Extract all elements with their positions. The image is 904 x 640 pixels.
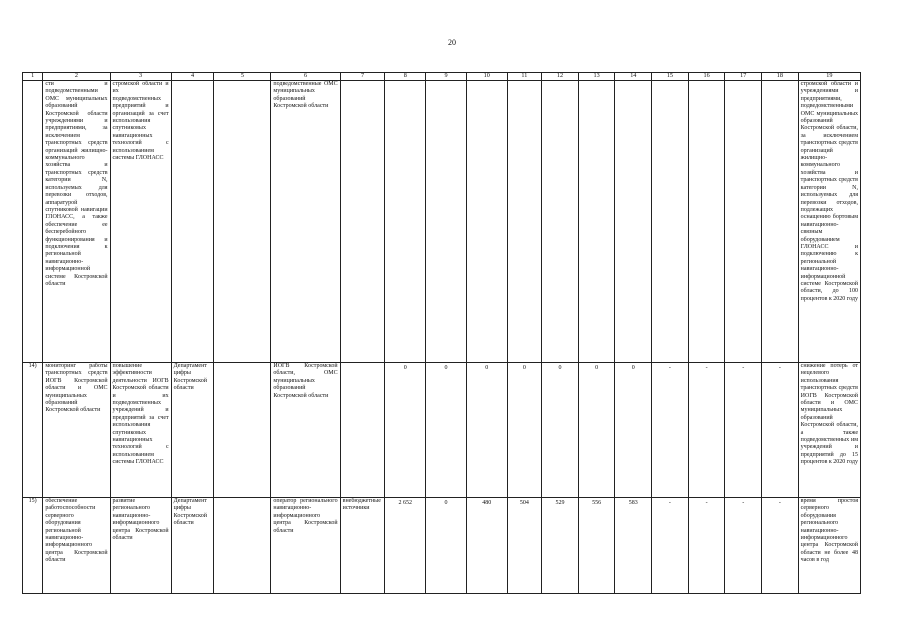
year-value-cell — [466, 498, 507, 594]
total-value-cell-text: 2 652 — [398, 500, 413, 506]
column-header-19: 19 — [798, 73, 860, 81]
row-number-cell — [23, 81, 43, 363]
executor-cell-text: подведомственные ОМС муниципальных образований Костромской области — [273, 81, 338, 110]
goal-cell-text: развитие регионального навигационно-информационного центра Костромской области — [112, 498, 169, 542]
year-value-cell — [652, 363, 689, 498]
goal-cell — [110, 363, 171, 498]
column-header-4: 4 — [171, 73, 214, 81]
column-header-3: 3 — [110, 73, 171, 81]
year-value-cell — [652, 81, 689, 363]
responsible-cell — [171, 363, 214, 498]
year-value-cell — [688, 363, 725, 498]
column-header-15: 15 — [652, 73, 689, 81]
expected-result-cell — [798, 81, 860, 363]
column-header-18: 18 — [762, 73, 799, 81]
year-value-cell — [542, 363, 579, 498]
column-header-9: 9 — [426, 73, 467, 81]
row-number-cell — [23, 363, 43, 498]
year-value-cell — [466, 81, 507, 363]
goal-cell-text: повышение эффективности деятельности ИОГВ Костромской области и их подведомственных учреждений и предприятий за счет использования спутниковых навигационных технологий с использованием системы ГЛОНАСС — [112, 363, 169, 466]
executor-cell — [271, 363, 340, 498]
funding-source-cell — [340, 498, 385, 594]
goal-cell-text: стромской области и их подведомственных предприятий и организаций за счет использования спутниковых навигационных технологий с использованием системы ГЛОНАСС — [112, 81, 169, 162]
table-row — [23, 498, 861, 594]
goal-cell — [110, 81, 171, 363]
column-header-6: 6 — [271, 73, 340, 81]
year-value-cell-text: 0 — [444, 500, 448, 506]
activity-name-cell — [43, 498, 110, 594]
column-header-1: 1 — [23, 73, 43, 81]
year-value-cell-text: 0 — [485, 365, 489, 371]
funding-source-cell — [340, 363, 385, 498]
goal-cell — [110, 498, 171, 594]
expected-result-cell-text: снижение потерь от нецелевого использования транспортных средств ИОГВ Костромской области и ОМС муниципальных образований Костромской области, а также подведомственных им учреждений и предприятий до 15 процентов к 2020 году — [800, 363, 858, 466]
year-value-cell — [652, 498, 689, 594]
year-value-cell-text: - — [778, 500, 781, 506]
year-value-cell — [725, 498, 762, 594]
executor-cell — [271, 81, 340, 363]
column-header-2: 2 — [43, 73, 110, 81]
funding-source-cell — [340, 81, 385, 363]
executor-cell-text: оператор регионального навигационно-информационного центра Костромской области — [273, 498, 338, 534]
row-number-cell-text: 15) — [28, 498, 37, 504]
row-number-cell-text: 14) — [28, 363, 37, 369]
total-value-cell — [385, 363, 426, 498]
column-header-12: 12 — [542, 73, 579, 81]
responsible-cell — [171, 81, 214, 363]
year-value-cell — [542, 498, 579, 594]
column-header-17: 17 — [725, 73, 762, 81]
total-value-cell-text: 0 — [403, 365, 407, 371]
table-row — [23, 81, 861, 363]
year-value-cell — [542, 81, 579, 363]
empty-cell — [214, 81, 271, 363]
year-value-cell — [615, 363, 652, 498]
year-value-cell-text: 0 — [558, 365, 562, 371]
year-value-cell-text: - — [668, 500, 671, 506]
activity-name-cell — [43, 363, 110, 498]
year-value-cell — [725, 81, 762, 363]
year-value-cell-text: - — [705, 500, 708, 506]
program-table — [22, 72, 861, 594]
year-value-cell — [578, 81, 615, 363]
year-value-cell — [578, 498, 615, 594]
year-value-cell — [507, 81, 542, 363]
year-value-cell-text: 0 — [444, 365, 448, 371]
year-value-cell — [426, 81, 467, 363]
table-row — [23, 363, 861, 498]
activity-name-cell — [43, 81, 110, 363]
activity-name-cell-text: сти и подведомственными ОМС муниципальных образований Костромской области учреждениями и предприятиями, за исключением транспортных средств организаций жилищно-коммунального хозяйства и транспортных средств категории N, используемых для перевозки отходов, аппаратурой спутниковой навигации ГЛОНАСС, а также обеспечение ее бесперебойного функционирования и подключения к региональной навигационно-информационной системе Костромской области — [45, 81, 108, 287]
header-row — [23, 73, 861, 81]
column-header-11: 11 — [507, 73, 542, 81]
year-value-cell — [578, 363, 615, 498]
column-header-5: 5 — [214, 73, 271, 81]
year-value-cell-text: 504 — [519, 500, 529, 506]
year-value-cell-text: 0 — [595, 365, 599, 371]
executor-cell — [271, 498, 340, 594]
year-value-cell — [507, 498, 542, 594]
year-value-cell — [426, 498, 467, 594]
expected-result-cell — [798, 498, 860, 594]
activity-name-cell-text: мониторинг работы транспортных средств ИОГВ Костромской области и ОМС муниципальных образований Костромской области — [45, 363, 108, 414]
year-value-cell-text: 556 — [592, 500, 602, 506]
funding-source-cell-text: внебюджетные источники — [342, 498, 381, 512]
year-value-cell-text: - — [705, 365, 708, 371]
expected-result-cell-text: время простоя серверного оборудования регионального навигационно-информационного центра Костромской области не более 48 часов в год — [800, 498, 858, 564]
year-value-cell — [688, 498, 725, 594]
year-value-cell-text: 480 — [482, 500, 492, 506]
year-value-cell — [615, 498, 652, 594]
year-value-cell — [426, 363, 467, 498]
expected-result-cell-text: стромской области и учреждениями и предприятиями, подведомственными ОМС муниципальных образований Костромской области, за исключением транспортных средств организаций жилищно-коммунального хозяйства и транспортных средств категории N, используемых для перевозки отходов, подлежащих оснащению бортовым навигационно-связным оборудованием ГЛОНАСС и подключению к региональной навигационно-информационной системе Костромской области, до 100 процентов к 2020 году — [800, 81, 858, 302]
year-value-cell — [615, 81, 652, 363]
year-value-cell — [688, 81, 725, 363]
column-header-10: 10 — [466, 73, 507, 81]
expected-result-cell — [798, 363, 860, 498]
year-value-cell — [725, 363, 762, 498]
year-value-cell — [762, 81, 799, 363]
year-value-cell-text: 0 — [631, 365, 635, 371]
total-value-cell — [385, 498, 426, 594]
year-value-cell — [762, 498, 799, 594]
column-header-14: 14 — [615, 73, 652, 81]
year-value-cell — [466, 363, 507, 498]
responsible-cell-text: Департамент цифры Костромской области — [173, 498, 208, 527]
page-number: 20 — [448, 38, 456, 47]
activity-name-cell-text: обеспечение работоспособности серверного оборудования региональной навигационно-информационного центра Костромской области — [45, 498, 108, 564]
responsible-cell-text: Департамент цифры Костромской области — [173, 363, 208, 392]
total-value-cell — [385, 81, 426, 363]
year-value-cell-text: 529 — [555, 500, 565, 506]
column-header-7: 7 — [340, 73, 385, 81]
year-value-cell-text: 0 — [522, 365, 526, 371]
column-header-16: 16 — [688, 73, 725, 81]
year-value-cell-text: - — [668, 365, 671, 371]
year-value-cell — [507, 363, 542, 498]
year-value-cell-text: - — [778, 365, 781, 371]
year-value-cell-text: 583 — [628, 500, 638, 506]
row-number-cell — [23, 498, 43, 594]
executor-cell-text: ИОГВ Костромской области, ОМС муниципальных образований Костромской области — [273, 363, 338, 399]
year-value-cell — [762, 363, 799, 498]
year-value-cell-text: - — [742, 365, 745, 371]
column-header-13: 13 — [578, 73, 615, 81]
column-header-8: 8 — [385, 73, 426, 81]
responsible-cell — [171, 498, 214, 594]
empty-cell — [214, 363, 271, 498]
year-value-cell-text: - — [742, 500, 745, 506]
empty-cell — [214, 498, 271, 594]
